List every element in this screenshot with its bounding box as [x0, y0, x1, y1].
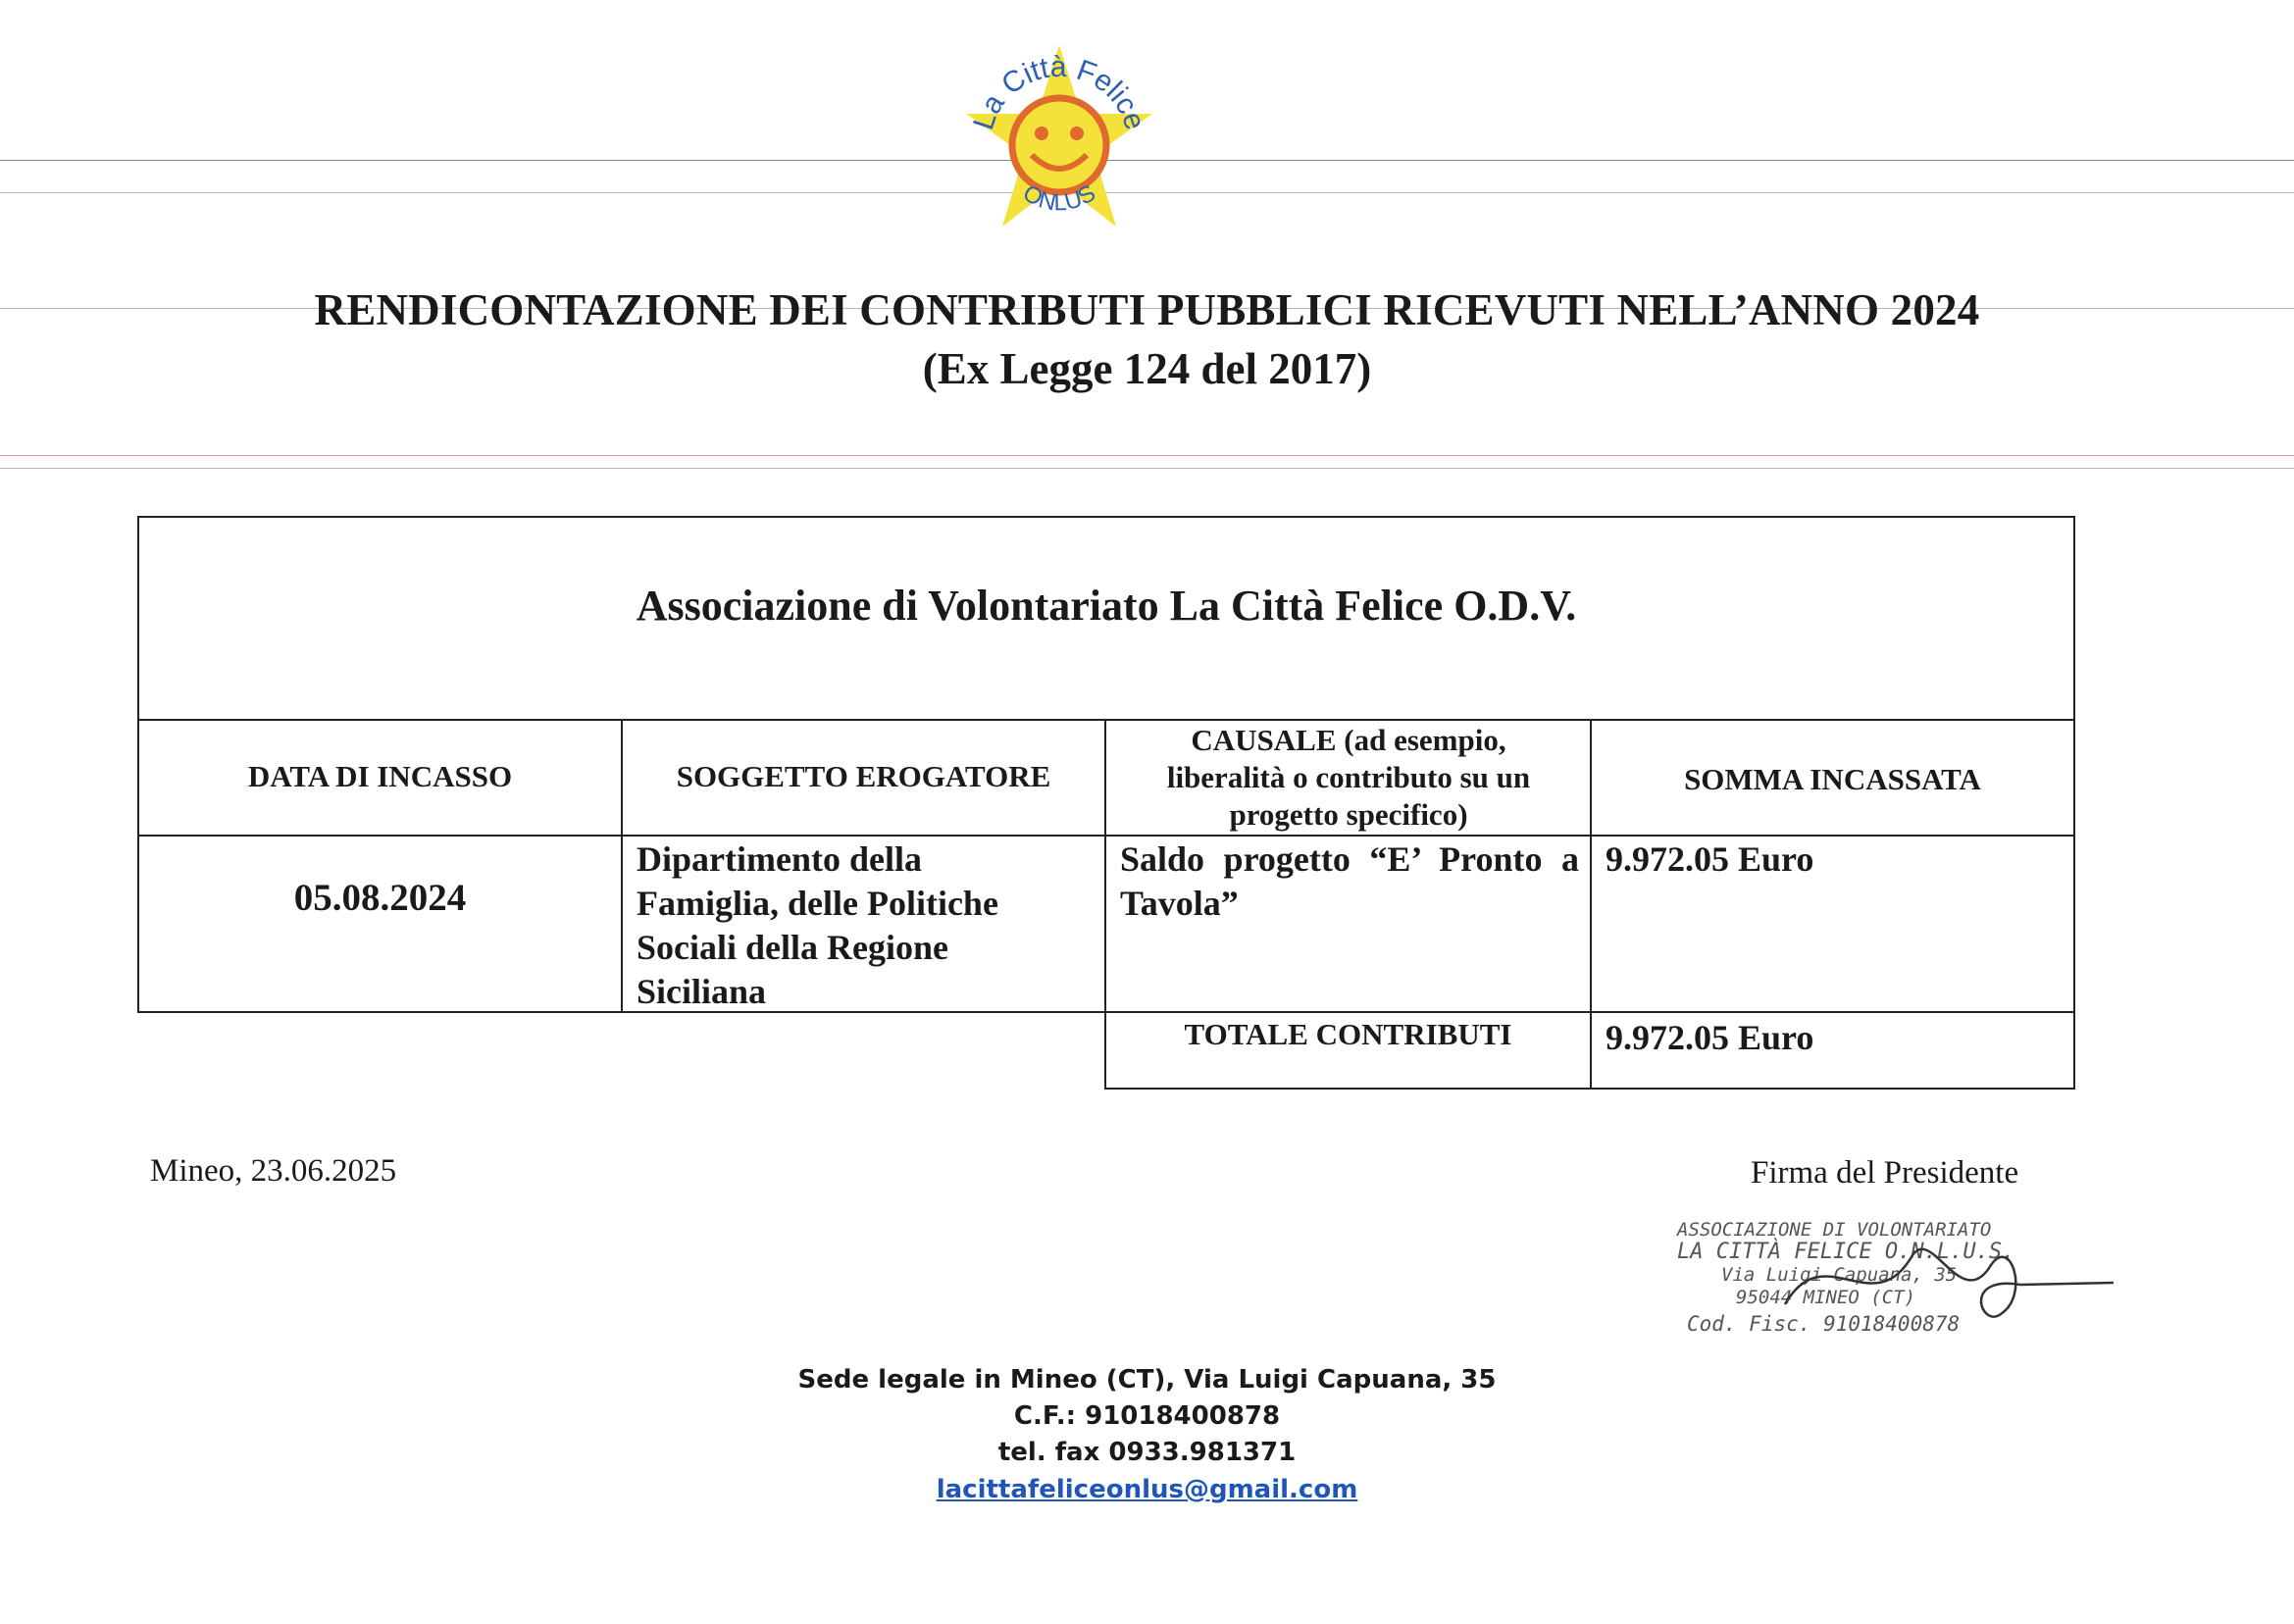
- table-header-bottom-rule: [137, 835, 2075, 837]
- logo-ring: [1012, 98, 1106, 192]
- footer-email-link[interactable]: lacittafeliceonlus@gmail.com: [936, 1475, 1358, 1504]
- association-name: Associazione di Volontariato La Città Felice O.D.V.: [636, 582, 1577, 630]
- logo-eye-left: [1035, 127, 1048, 140]
- signature-label: Firma del Presidente: [1751, 1155, 2019, 1191]
- stamp-line-2: LA CITTÀ FELICE O.N.L.U.S.: [1677, 1240, 2015, 1264]
- header-rule-4: [0, 455, 2294, 456]
- totals-divider: [1590, 1011, 1592, 1090]
- stamp-line-4: 95044 MINEO (CT): [1736, 1287, 1916, 1308]
- logo-text-bottom: ONLUS: [1018, 179, 1100, 217]
- row-reason: Saldo progetto “E’ Pronto a Tavola”: [1120, 839, 1579, 923]
- header-rule-5: [0, 468, 2294, 469]
- table-header-top-rule: [137, 719, 2075, 721]
- stamp-line-1: ASSOCIAZIONE DI VOLONTARIATO: [1677, 1219, 1992, 1241]
- president-stamp-signature: [1667, 1216, 2118, 1353]
- logo: [951, 35, 1167, 251]
- row-entity: Dipartimento della Famiglia, delle Politiche Sociali della Regione Siciliana: [637, 839, 998, 1011]
- logo-text-top: La Città Felice: [967, 50, 1151, 134]
- row-amount: 9.972.05 Euro: [1606, 839, 1814, 879]
- header-entity: SOGGETTO EROGATORE: [676, 759, 1051, 793]
- header-reason: CAUSALE (ad esempio, liberalità o contributo su un progetto specifico): [1166, 723, 1531, 832]
- logo-eye-right: [1070, 127, 1084, 140]
- header-amount: SOMMA INCASSATA: [1684, 762, 1981, 796]
- place-date: Mineo, 23.06.2025: [150, 1153, 397, 1189]
- table-col-divider-2: [1104, 719, 1106, 1013]
- stamp-line-5: Cod. Fisc. 91018400878: [1687, 1312, 1961, 1336]
- row-date: 05.08.2024: [293, 877, 467, 919]
- total-value: 9.972.05 Euro: [1606, 1018, 1814, 1057]
- total-label: TOTALE CONTRIBUTI: [1184, 1017, 1512, 1051]
- stamp-line-3: Via Luigi Capuana, 35: [1721, 1264, 1958, 1286]
- footer-tel: tel. fax 0933.981371: [997, 1438, 1297, 1467]
- document-subtitle: (Ex Legge 124 del 2017): [922, 344, 1372, 393]
- document-title: RENDICONTAZIONE DEI CONTRIBUTI PUBBLICI RICEVUTI NELL’ANNO 2024: [314, 285, 1980, 334]
- footer-cf: C.F.: 91018400878: [1013, 1401, 1281, 1431]
- header-date: DATA DI INCASSO: [247, 759, 513, 793]
- footer-address: Sede legale in Mineo (CT), Via Luigi Capuana, 35: [797, 1365, 1497, 1395]
